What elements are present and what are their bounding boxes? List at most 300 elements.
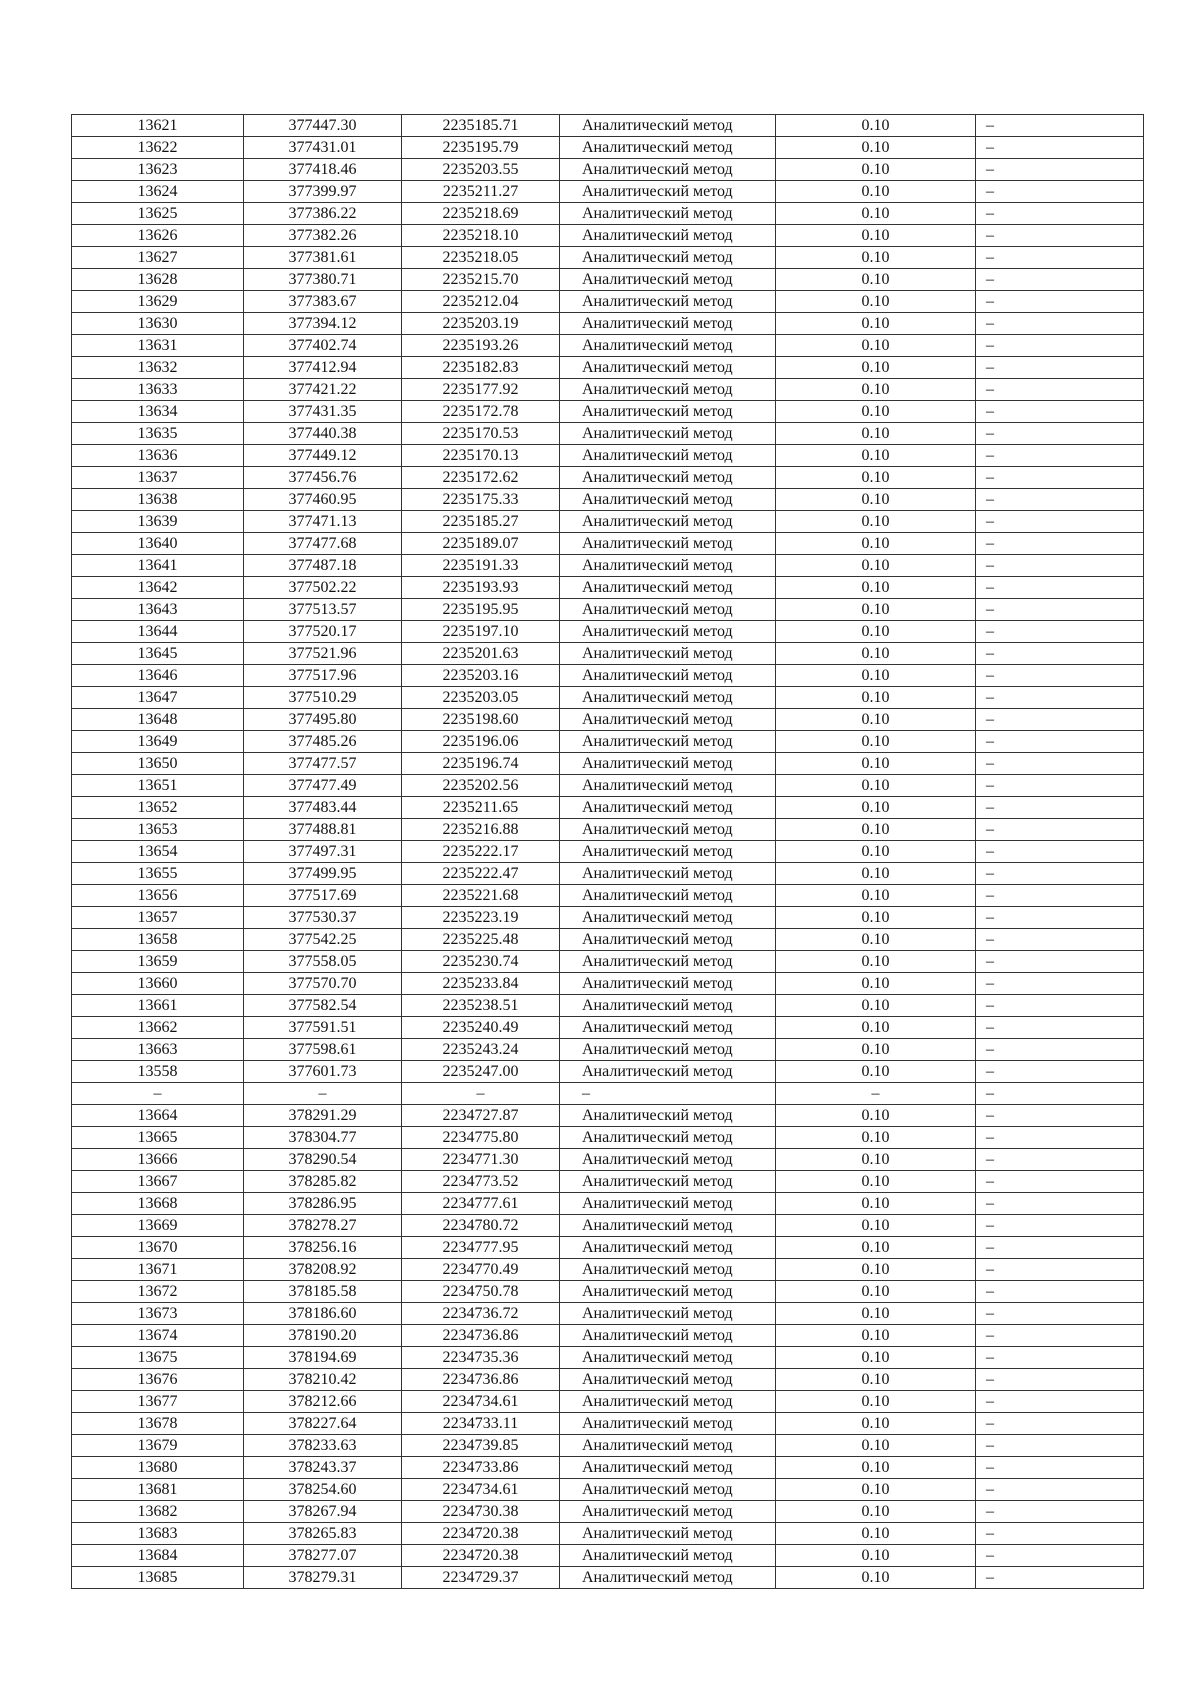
accuracy-cell: 0.10 [776,1127,976,1149]
method-cell: Аналитический метод [560,225,776,247]
method-cell: Аналитический метод [560,973,776,995]
point-number-cell: 13668 [72,1193,244,1215]
point-number-cell: 13652 [72,797,244,819]
point-number-cell: 13649 [72,731,244,753]
y-coordinate-cell: 2234733.11 [402,1413,560,1435]
point-number-cell: 13666 [72,1149,244,1171]
accuracy-cell: 0.10 [776,445,976,467]
y-coordinate-cell: 2234773.52 [402,1171,560,1193]
method-cell: Аналитический метод [560,269,776,291]
y-coordinate-cell: 2235196.06 [402,731,560,753]
x-coordinate-cell: 377477.49 [244,775,402,797]
method-cell: Аналитический метод [560,621,776,643]
x-coordinate-cell: 378208.92 [244,1259,402,1281]
table-row [72,467,1144,489]
note-cell: – [976,687,1144,709]
point-number-cell: 13670 [72,1237,244,1259]
accuracy-cell: 0.10 [776,1457,976,1479]
note-cell: – [976,379,1144,401]
accuracy-cell: – [776,1083,976,1105]
accuracy-cell: 0.10 [776,1369,976,1391]
x-coordinate-cell: 377517.96 [244,665,402,687]
accuracy-cell: 0.10 [776,819,976,841]
method-cell: Аналитический метод [560,709,776,731]
note-cell: – [976,1457,1144,1479]
point-number-cell: 13633 [72,379,244,401]
point-number-cell: – [72,1083,244,1105]
point-number-cell: 13682 [72,1501,244,1523]
table-row [72,819,1144,841]
method-cell: Аналитический метод [560,137,776,159]
table-row [72,225,1144,247]
table-row [72,181,1144,203]
y-coordinate-cell: 2234730.38 [402,1501,560,1523]
y-coordinate-cell: 2234750.78 [402,1281,560,1303]
method-cell: Аналитический метод [560,753,776,775]
point-number-cell: 13628 [72,269,244,291]
y-coordinate-cell: 2235216.88 [402,819,560,841]
point-number-cell: 13627 [72,247,244,269]
point-number-cell: 13655 [72,863,244,885]
x-coordinate-cell: 377447.30 [244,115,402,137]
point-number-cell: 13632 [72,357,244,379]
method-cell: Аналитический метод [560,489,776,511]
table-row [72,1391,1144,1413]
point-number-cell: 13634 [72,401,244,423]
y-coordinate-cell: 2235198.60 [402,709,560,731]
accuracy-cell: 0.10 [776,357,976,379]
method-cell: Аналитический метод [560,203,776,225]
x-coordinate-cell: 377497.31 [244,841,402,863]
accuracy-cell: 0.10 [776,797,976,819]
note-cell: – [976,1193,1144,1215]
point-number-cell: 13648 [72,709,244,731]
method-cell: Аналитический метод [560,1303,776,1325]
point-number-cell: 13671 [72,1259,244,1281]
note-cell: – [976,1479,1144,1501]
table-row [72,357,1144,379]
point-number-cell: 13640 [72,533,244,555]
table-row [72,1281,1144,1303]
note-cell: – [976,753,1144,775]
x-coordinate-cell: 377380.71 [244,269,402,291]
y-coordinate-cell: 2235243.24 [402,1039,560,1061]
note-cell: – [976,1061,1144,1083]
y-coordinate-cell: 2234733.86 [402,1457,560,1479]
point-number-cell: 13679 [72,1435,244,1457]
y-coordinate-cell: 2235238.51 [402,995,560,1017]
method-cell: Аналитический метод [560,423,776,445]
x-coordinate-cell: 378265.83 [244,1523,402,1545]
x-coordinate-cell: 377487.18 [244,555,402,577]
table-row [72,555,1144,577]
point-number-cell: 13677 [72,1391,244,1413]
table-row [72,1303,1144,1325]
method-cell: Аналитический метод [560,841,776,863]
method-cell: Аналитический метод [560,775,776,797]
note-cell: – [976,731,1144,753]
table-row [72,1501,1144,1523]
table-row [72,1017,1144,1039]
method-cell: Аналитический метод [560,731,776,753]
method-cell: Аналитический метод [560,1215,776,1237]
accuracy-cell: 0.10 [776,731,976,753]
point-number-cell: 13647 [72,687,244,709]
y-coordinate-cell: 2234735.36 [402,1347,560,1369]
accuracy-cell: 0.10 [776,1523,976,1545]
y-coordinate-cell: 2235195.79 [402,137,560,159]
table-row [72,445,1144,467]
table-row [72,687,1144,709]
table-row [72,709,1144,731]
note-cell: – [976,467,1144,489]
x-coordinate-cell: 377483.44 [244,797,402,819]
method-cell: Аналитический метод [560,401,776,423]
method-cell: Аналитический метод [560,599,776,621]
point-number-cell: 13664 [72,1105,244,1127]
point-number-cell: 13621 [72,115,244,137]
y-coordinate-cell: 2235170.53 [402,423,560,445]
table-row [72,1193,1144,1215]
accuracy-cell: 0.10 [776,1149,976,1171]
point-number-cell: 13674 [72,1325,244,1347]
x-coordinate-cell: 377477.57 [244,753,402,775]
table-row [72,1149,1144,1171]
note-cell: – [976,1215,1144,1237]
accuracy-cell: 0.10 [776,313,976,335]
point-number-cell: 13658 [72,929,244,951]
accuracy-cell: 0.10 [776,1391,976,1413]
note-cell: – [976,1391,1144,1413]
point-number-cell: 13639 [72,511,244,533]
method-cell: Аналитический метод [560,1347,776,1369]
y-coordinate-cell: 2235230.74 [402,951,560,973]
point-number-cell: 13678 [72,1413,244,1435]
x-coordinate-cell: 377471.13 [244,511,402,533]
note-cell: – [976,1281,1144,1303]
table-row [72,1215,1144,1237]
x-coordinate-cell: 377488.81 [244,819,402,841]
point-number-cell: 13650 [72,753,244,775]
method-cell: Аналитический метод [560,907,776,929]
table-row [72,423,1144,445]
table-row [72,1105,1144,1127]
accuracy-cell: 0.10 [776,1347,976,1369]
x-coordinate-cell: 378227.64 [244,1413,402,1435]
table-row [72,577,1144,599]
table-row [72,1083,1144,1105]
accuracy-cell: 0.10 [776,203,976,225]
y-coordinate-cell: 2234727.87 [402,1105,560,1127]
table-row [72,269,1144,291]
accuracy-cell: 0.10 [776,995,976,1017]
y-coordinate-cell: 2235177.92 [402,379,560,401]
point-number-cell: 13683 [72,1523,244,1545]
note-cell: – [976,1039,1144,1061]
note-cell: – [976,599,1144,621]
y-coordinate-cell: 2235193.26 [402,335,560,357]
method-cell: Аналитический метод [560,181,776,203]
note-cell: – [976,995,1144,1017]
point-number-cell: 13680 [72,1457,244,1479]
point-number-cell: 13653 [72,819,244,841]
point-number-cell: 13643 [72,599,244,621]
point-number-cell: 13626 [72,225,244,247]
method-cell: Аналитический метод [560,863,776,885]
x-coordinate-cell: 377477.68 [244,533,402,555]
x-coordinate-cell: 377421.22 [244,379,402,401]
method-cell: Аналитический метод [560,291,776,313]
y-coordinate-cell: 2235172.62 [402,467,560,489]
point-number-cell: 13672 [72,1281,244,1303]
note-cell: – [976,863,1144,885]
accuracy-cell: 0.10 [776,379,976,401]
table-row [72,1237,1144,1259]
point-number-cell: 13645 [72,643,244,665]
y-coordinate-cell: 2235197.10 [402,621,560,643]
table-row [72,489,1144,511]
y-coordinate-cell: 2235175.33 [402,489,560,511]
note-cell: – [976,841,1144,863]
accuracy-cell: 0.10 [776,951,976,973]
y-coordinate-cell: 2235218.10 [402,225,560,247]
table-row [72,291,1144,313]
table-row [72,995,1144,1017]
y-coordinate-cell: 2235240.49 [402,1017,560,1039]
table-row [72,1479,1144,1501]
method-cell: Аналитический метод [560,159,776,181]
note-cell: – [976,1325,1144,1347]
table-row [72,973,1144,995]
table-row [72,1435,1144,1457]
accuracy-cell: 0.10 [776,1479,976,1501]
method-cell: Аналитический метод [560,445,776,467]
note-cell: – [976,335,1144,357]
accuracy-cell: 0.10 [776,555,976,577]
method-cell: Аналитический метод [560,1105,776,1127]
x-coordinate-cell: 377495.80 [244,709,402,731]
point-number-cell: 13630 [72,313,244,335]
y-coordinate-cell: 2235218.69 [402,203,560,225]
x-coordinate-cell: 377412.94 [244,357,402,379]
x-coordinate-cell: 377521.96 [244,643,402,665]
x-coordinate-cell: 377517.69 [244,885,402,907]
note-cell: – [976,225,1144,247]
method-cell: Аналитический метод [560,885,776,907]
note-cell: – [976,445,1144,467]
method-cell: Аналитический метод [560,951,776,973]
y-coordinate-cell: 2235189.07 [402,533,560,555]
x-coordinate-cell: 377513.57 [244,599,402,621]
point-number-cell: 13635 [72,423,244,445]
accuracy-cell: 0.10 [776,225,976,247]
table-row [72,1347,1144,1369]
note-cell: – [976,533,1144,555]
x-coordinate-cell: 377418.46 [244,159,402,181]
table-row [72,115,1144,137]
method-cell: Аналитический метод [560,1545,776,1567]
y-coordinate-cell: 2235172.78 [402,401,560,423]
point-number-cell: 13684 [72,1545,244,1567]
x-coordinate-cell: 377382.26 [244,225,402,247]
method-cell: Аналитический метод [560,1039,776,1061]
method-cell: Аналитический метод [560,687,776,709]
x-coordinate-cell: 378278.27 [244,1215,402,1237]
x-coordinate-cell: 377440.38 [244,423,402,445]
method-cell: Аналитический метод [560,1127,776,1149]
y-coordinate-cell: 2234736.72 [402,1303,560,1325]
table-row [72,863,1144,885]
table-row [72,1567,1144,1589]
y-coordinate-cell: 2234777.95 [402,1237,560,1259]
x-coordinate-cell: 378194.69 [244,1347,402,1369]
y-coordinate-cell: 2235195.95 [402,599,560,621]
method-cell: Аналитический метод [560,1369,776,1391]
y-coordinate-cell: 2235222.17 [402,841,560,863]
method-cell: Аналитический метод [560,357,776,379]
accuracy-cell: 0.10 [776,533,976,555]
x-coordinate-cell: 378243.37 [244,1457,402,1479]
table-row [72,1061,1144,1083]
point-number-cell: 13669 [72,1215,244,1237]
table-row [72,665,1144,687]
note-cell: – [976,621,1144,643]
point-number-cell: 13667 [72,1171,244,1193]
table-row [72,1457,1144,1479]
x-coordinate-cell: – [244,1083,402,1105]
method-cell: Аналитический метод [560,1017,776,1039]
method-cell: Аналитический метод [560,1479,776,1501]
x-coordinate-cell: 377601.73 [244,1061,402,1083]
x-coordinate-cell: 378304.77 [244,1127,402,1149]
method-cell: Аналитический метод [560,247,776,269]
note-cell: – [976,1501,1144,1523]
accuracy-cell: 0.10 [776,1215,976,1237]
table-row [72,621,1144,643]
accuracy-cell: 0.10 [776,1259,976,1281]
x-coordinate-cell: 377510.29 [244,687,402,709]
x-coordinate-cell: 377402.74 [244,335,402,357]
accuracy-cell: 0.10 [776,1105,976,1127]
accuracy-cell: 0.10 [776,753,976,775]
note-cell: – [976,555,1144,577]
note-cell: – [976,1435,1144,1457]
accuracy-cell: 0.10 [776,621,976,643]
table-row [72,159,1144,181]
y-coordinate-cell: – [402,1083,560,1105]
table-row [72,731,1144,753]
y-coordinate-cell: 2234736.86 [402,1369,560,1391]
accuracy-cell: 0.10 [776,1281,976,1303]
point-number-cell: 13622 [72,137,244,159]
accuracy-cell: 0.10 [776,489,976,511]
method-cell: Аналитический метод [560,1325,776,1347]
x-coordinate-cell: 378212.66 [244,1391,402,1413]
note-cell: – [976,489,1144,511]
method-cell: Аналитический метод [560,1281,776,1303]
table-row [72,137,1144,159]
note-cell: – [976,1413,1144,1435]
x-coordinate-cell: 378186.60 [244,1303,402,1325]
note-cell: – [976,1237,1144,1259]
point-number-cell: 13660 [72,973,244,995]
x-coordinate-cell: 377381.61 [244,247,402,269]
accuracy-cell: 0.10 [776,1237,976,1259]
note-cell: – [976,665,1144,687]
x-coordinate-cell: 377386.22 [244,203,402,225]
table-row [72,1545,1144,1567]
note-cell: – [976,709,1144,731]
x-coordinate-cell: 378277.07 [244,1545,402,1567]
note-cell: – [976,313,1144,335]
method-cell: Аналитический метод [560,115,776,137]
table-row [72,1369,1144,1391]
table-row [72,203,1144,225]
x-coordinate-cell: 377542.25 [244,929,402,951]
point-number-cell: 13665 [72,1127,244,1149]
y-coordinate-cell: 2234736.86 [402,1325,560,1347]
accuracy-cell: 0.10 [776,1303,976,1325]
accuracy-cell: 0.10 [776,115,976,137]
table-row [72,841,1144,863]
method-cell: Аналитический метод [560,1061,776,1083]
x-coordinate-cell: 377399.97 [244,181,402,203]
y-coordinate-cell: 2234734.61 [402,1479,560,1501]
method-cell: Аналитический метод [560,1501,776,1523]
note-cell: – [976,1369,1144,1391]
y-coordinate-cell: 2235191.33 [402,555,560,577]
accuracy-cell: 0.10 [776,1039,976,1061]
y-coordinate-cell: 2234775.80 [402,1127,560,1149]
point-number-cell: 13638 [72,489,244,511]
method-cell: Аналитический метод [560,665,776,687]
x-coordinate-cell: 377499.95 [244,863,402,885]
note-cell: – [976,247,1144,269]
point-number-cell: 13673 [72,1303,244,1325]
x-coordinate-cell: 378190.20 [244,1325,402,1347]
accuracy-cell: 0.10 [776,665,976,687]
method-cell: Аналитический метод [560,467,776,489]
note-cell: – [976,907,1144,929]
note-cell: – [976,1017,1144,1039]
note-cell: – [976,885,1144,907]
accuracy-cell: 0.10 [776,1171,976,1193]
y-coordinate-cell: 2234770.49 [402,1259,560,1281]
point-number-cell: 13656 [72,885,244,907]
note-cell: – [976,643,1144,665]
accuracy-cell: 0.10 [776,841,976,863]
method-cell: Аналитический метод [560,313,776,335]
accuracy-cell: 0.10 [776,577,976,599]
point-number-cell: 13625 [72,203,244,225]
note-cell: – [976,291,1144,313]
method-cell: Аналитический метод [560,1435,776,1457]
accuracy-cell: 0.10 [776,511,976,533]
note-cell: – [976,1127,1144,1149]
method-cell: Аналитический метод [560,995,776,1017]
note-cell: – [976,973,1144,995]
point-number-cell: 13642 [72,577,244,599]
x-coordinate-cell: 377502.22 [244,577,402,599]
x-coordinate-cell: 377449.12 [244,445,402,467]
point-number-cell: 13644 [72,621,244,643]
point-number-cell: 13654 [72,841,244,863]
method-cell: Аналитический метод [560,797,776,819]
point-number-cell: 13624 [72,181,244,203]
accuracy-cell: 0.10 [776,907,976,929]
y-coordinate-cell: 2234739.85 [402,1435,560,1457]
x-coordinate-cell: 378286.95 [244,1193,402,1215]
